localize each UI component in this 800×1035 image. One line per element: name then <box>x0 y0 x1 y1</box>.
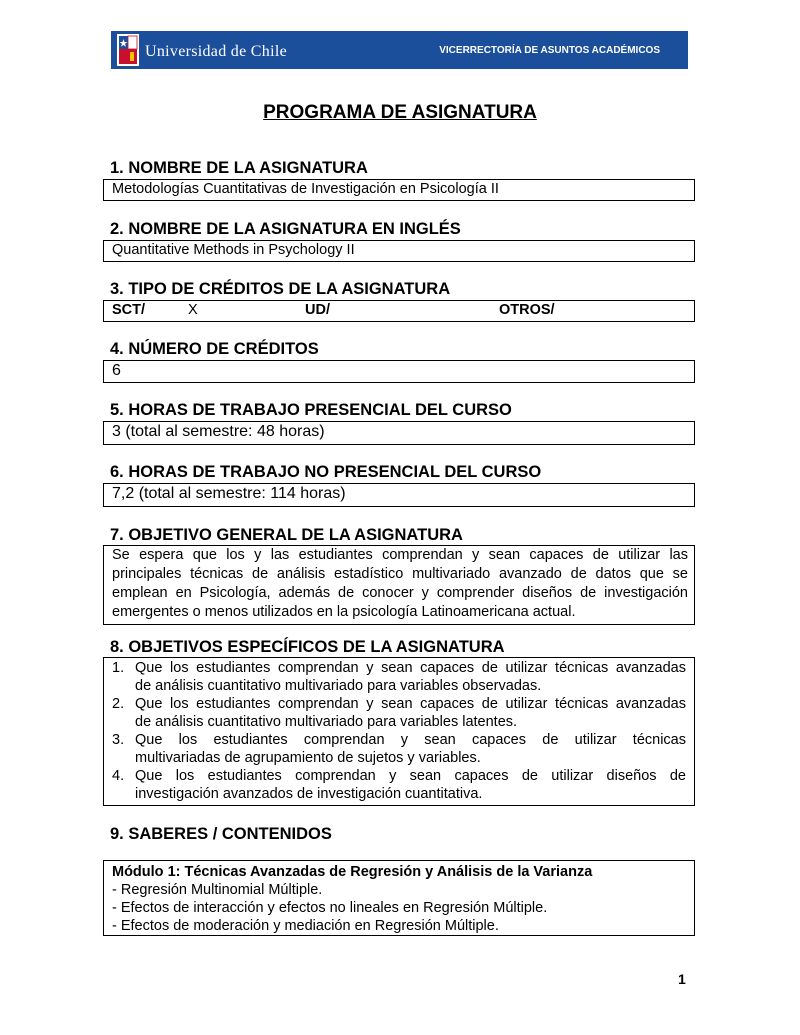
university-crest-icon <box>117 34 139 66</box>
list-item-number: 4. <box>112 768 125 784</box>
section-9-box <box>103 860 695 936</box>
list-item <box>112 695 686 731</box>
section-7-box <box>103 545 695 625</box>
section-3-heading: 3. TIPO DE CRÉDITOS DE LA ASIGNATURA <box>110 280 451 298</box>
general-objective-line: Se espera que los y las estudiantes comprendan y sean capaces de utilizar las <box>112 547 688 563</box>
list-item <box>112 731 686 767</box>
list-item-number: 1. <box>112 660 125 676</box>
list-item-number: 2. <box>112 696 125 712</box>
list-item <box>112 659 686 695</box>
section-5-heading: 5. HORAS DE TRABAJO PRESENCIAL DEL CURSO <box>110 401 512 419</box>
list-item-line: Que los estudiantes comprendan y sean capaces de utilizar técnicas avanzadas <box>135 696 686 712</box>
list-item-line: de análisis cuantitativo multivariado para variables latentes. <box>135 714 518 730</box>
credit-type-otros: OTROS/ <box>499 302 555 318</box>
list-item-line: de análisis cuantitativo multivariado para variables observadas. <box>135 678 542 694</box>
header-banner <box>111 31 688 69</box>
section-3-box <box>103 300 695 322</box>
credit-type-sct-mark: X <box>188 302 198 318</box>
section-2-heading: 2. NOMBRE DE LA ASIGNATURA EN INGLÉS <box>110 220 461 238</box>
section-7-heading: 7. OBJETIVO GENERAL DE LA ASIGNATURA <box>110 526 463 544</box>
section-4-box <box>103 360 695 383</box>
section-2-box <box>103 240 695 262</box>
presential-hours: 3 (total al semestre: 48 horas) <box>112 423 325 440</box>
section-6-heading: 6. HORAS DE TRABAJO NO PRESENCIAL DEL CURSO <box>110 463 542 481</box>
list-item-line: Que los estudiantes comprendan y sean capaces de utilizar técnicas <box>135 732 686 748</box>
section-9-heading: 9. SABERES / CONTENIDOS <box>110 825 332 843</box>
list-item-number: 3. <box>112 732 125 748</box>
list-item-line: investigación avanzados de investigación cuantitativa. <box>135 786 483 802</box>
course-name: Metodologías Cuantitativas de Investigación en Psicología II <box>112 181 499 197</box>
non-presential-hours: 7,2 (total al semestre: 114 horas) <box>112 485 346 502</box>
vicerrectoria-label: VICERRECTORÍA DE ASUNTOS ACADÉMICOS <box>439 45 660 56</box>
section-5-box <box>103 421 695 445</box>
list-item-line: multivariadas de agrupamiento de sujetos y variables. <box>135 750 481 766</box>
section-8-heading: 8. OBJETIVOS ESPECÍFICOS DE LA ASIGNATURA <box>110 638 505 656</box>
page-number: 1 <box>678 971 686 987</box>
section-4-heading: 4. NÚMERO DE CRÉDITOS <box>110 340 319 358</box>
section-1-heading: 1. NOMBRE DE LA ASIGNATURA <box>110 159 368 177</box>
general-objective-line: principales técnicas de análisis estadístico multivariado avanzado de datos que se <box>112 566 688 582</box>
general-objective-line: emergentes o menos utilizados en la psicología Latinoamericana actual. <box>112 604 576 620</box>
section-8-box <box>103 657 695 806</box>
university-name: Universidad de Chile <box>145 43 287 60</box>
list-item-line: Que los estudiantes comprendan y sean capaces de utilizar diseños de <box>135 768 686 784</box>
module-item: - Regresión Multinomial Múltiple. <box>112 882 323 898</box>
credit-type-sct: SCT/ <box>112 302 146 318</box>
credit-count: 6 <box>112 362 121 379</box>
credit-type-ud: UD/ <box>305 302 330 318</box>
module-item: - Efectos de interacción y efectos no lineales en Regresión Múltiple. <box>112 900 548 916</box>
general-objective-line: emplean en Psicología, además de conocer y comprender diseños de investigación <box>112 585 688 601</box>
specific-objectives-list <box>104 658 694 803</box>
general-objective-text <box>104 546 694 622</box>
module-title: Módulo 1: Técnicas Avanzadas de Regresión y Análisis de la Varianza <box>112 864 593 880</box>
module-item: - Efectos de moderación y mediación en Regresión Múltiple. <box>112 918 499 934</box>
list-item <box>112 767 686 803</box>
course-name-english: Quantitative Methods in Psychology II <box>112 242 355 258</box>
section-1-box <box>103 179 695 201</box>
section-6-box <box>103 483 695 507</box>
document-title: PROGRAMA DE ASIGNATURA <box>263 102 537 123</box>
list-item-line: Que los estudiantes comprendan y sean capaces de utilizar técnicas avanzadas <box>135 660 686 676</box>
